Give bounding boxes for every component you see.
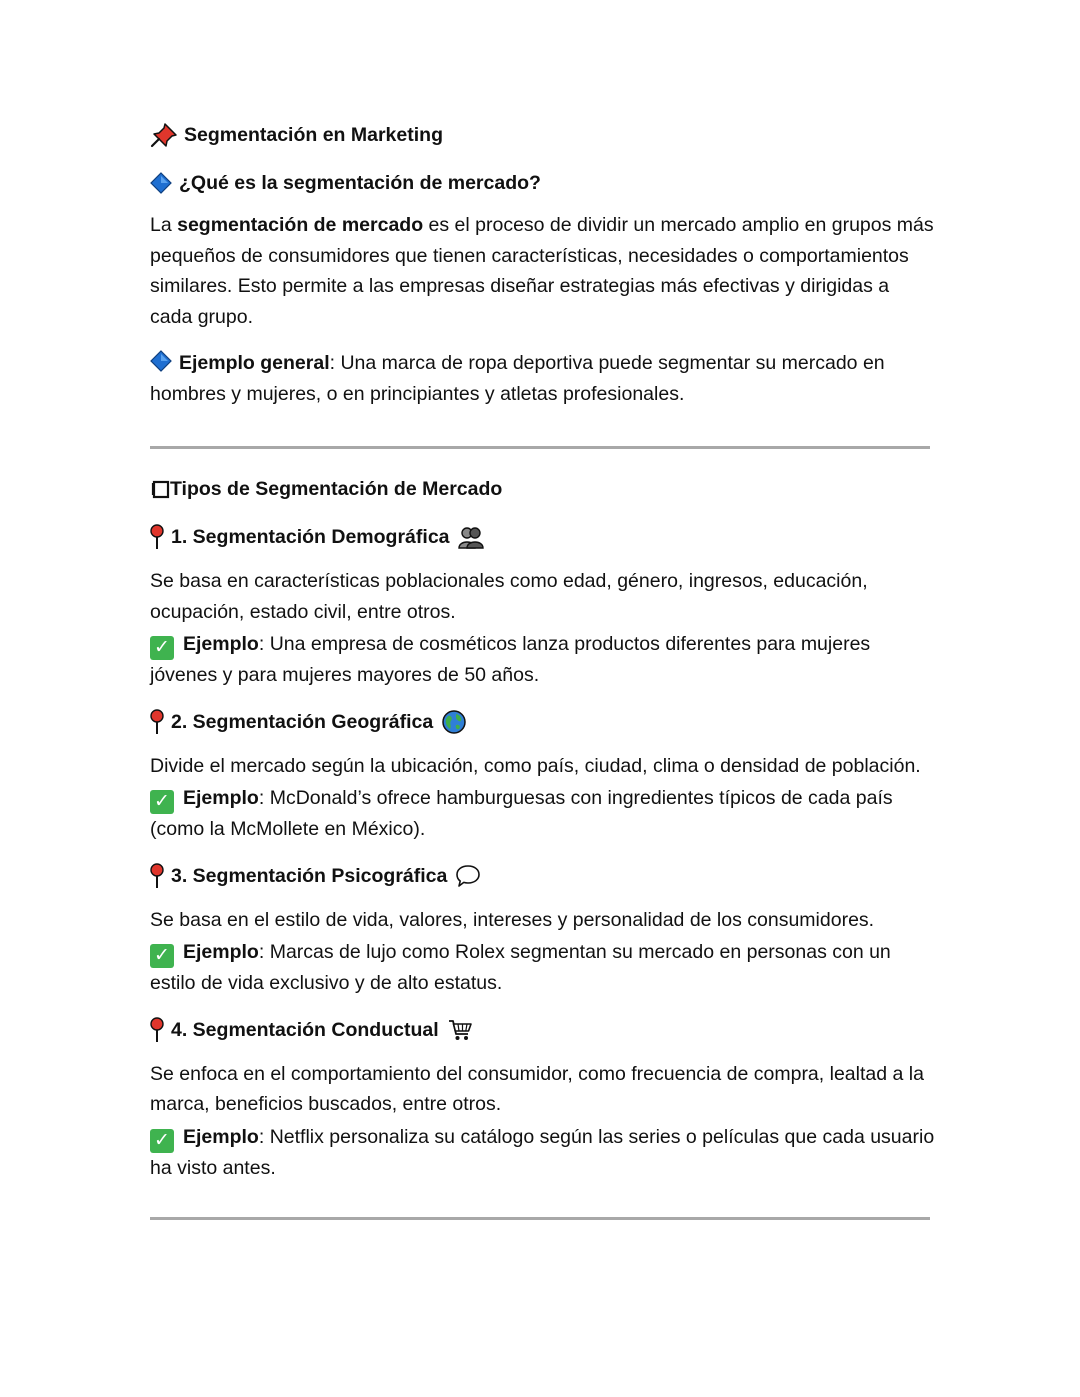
check-mark-icon: ✓ <box>150 636 174 660</box>
round-pushpin-icon <box>150 524 164 550</box>
round-pushpin-icon <box>150 863 164 889</box>
pushpin-icon <box>150 122 178 148</box>
example-label: Ejemplo <box>183 1125 259 1148</box>
round-pushpin-icon <box>150 709 164 735</box>
divider <box>150 1217 930 1220</box>
segment-example-text: : Una empresa de cosméticos lanza productos diferentes para mujeres jóvenes y para mujeres mayores de 50 años. <box>150 633 871 686</box>
globe-icon <box>441 709 467 735</box>
blue-diamond-icon <box>150 172 172 194</box>
segment-title: 4. Segmentación Conductual <box>171 1018 439 1041</box>
check-mark-icon: ✓ <box>150 944 174 968</box>
round-pushpin-icon <box>150 1017 164 1043</box>
segment-example <box>150 937 935 999</box>
intro-pre: La <box>150 214 178 236</box>
general-example-text: : Una marca de ropa deportiva puede segmentar su mercado en hombres y mujeres, o en principiantes y atletas profesionales. <box>150 352 885 405</box>
document-title <box>150 122 935 148</box>
segment-description: Se basa en características poblacionales como edad, género, ingresos, educación, ocupación, estado civil, entre otros. <box>150 570 868 623</box>
segment-heading-geografica <box>150 709 935 735</box>
keycap-one-icon <box>150 479 170 499</box>
intro-paragraph <box>150 210 935 332</box>
segment-description: Divide el mercado según la ubicación, como país, ciudad, clima o densidad de población. <box>150 754 921 777</box>
divider <box>150 446 930 449</box>
speech-bubble-icon <box>455 863 481 889</box>
general-example <box>150 348 935 409</box>
section-heading-text: Tipos de Segmentación de Mercado <box>170 478 503 500</box>
segment-description: Se basa en el estilo de vida, valores, intereses y personalidad de los consumidores. <box>150 908 875 931</box>
example-label: Ejemplo <box>183 941 259 963</box>
intro-bold-term: segmentación de mercado <box>177 214 424 236</box>
segment-heading-psicografica <box>150 863 935 889</box>
segment-example-text: : Netflix personaliza su catálogo según las series o películas que cada usuario ha visto antes. <box>150 1125 935 1179</box>
segment-heading-conductual <box>150 1017 935 1043</box>
segment-title: 3. Segmentación Psicográfica <box>171 864 448 887</box>
check-mark-icon: ✓ <box>150 790 174 814</box>
check-mark-icon: ✓ <box>150 1129 174 1153</box>
question-text: ¿Qué es la segmentación de mercado? <box>179 172 541 194</box>
title-text: Segmentación en Marketing <box>184 124 443 146</box>
example-label: Ejemplo <box>183 633 259 655</box>
section-heading <box>150 476 935 502</box>
general-example-label: Ejemplo general <box>179 352 330 374</box>
example-label: Ejemplo <box>183 787 259 809</box>
segment-example <box>150 1122 935 1184</box>
segment-example <box>150 629 935 691</box>
shopping-cart-icon <box>447 1017 473 1043</box>
segment-example-text: : Marcas de lujo como Rolex segmentan su mercado en personas con un estilo de vida exclusivo y de alto estatus. <box>150 941 891 994</box>
segment-example-text: : McDonald’s ofrece hamburguesas con ingredientes típicos de cada país (como la McMollete en México). <box>150 787 893 840</box>
segment-title: 1. Segmentación Demográfica <box>171 526 450 548</box>
segment-description: Se enfoca en el comportamiento del consumidor, como frecuencia de compra, lealtad a la marca, beneficios buscados, entre otros. <box>150 1062 924 1115</box>
segment-title: 2. Segmentación Geográfica <box>171 710 434 733</box>
question-heading <box>150 170 935 196</box>
blue-diamond-icon <box>150 350 172 372</box>
intro-post: es el proceso de dividir un mercado amplio en grupos más pequeños de consumidores que tienen características, necesidades o comportamientos similares. Esto permite a las empresas diseñar estrategias más efectivas y dirigidas a cada grupo. <box>150 214 934 328</box>
document-content <box>150 122 935 1220</box>
busts-icon <box>458 524 484 550</box>
segment-heading-demografica <box>150 524 935 550</box>
segment-example <box>150 783 935 845</box>
